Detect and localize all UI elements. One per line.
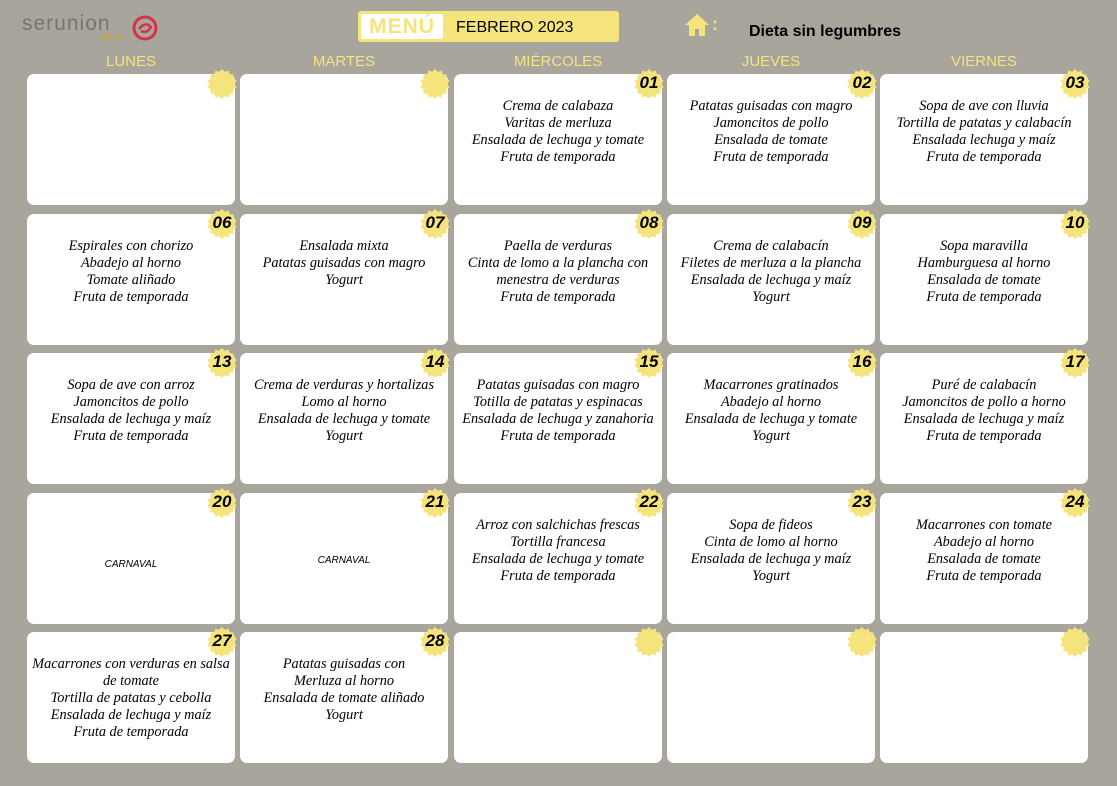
- dish-list: [243, 238, 445, 289]
- dish-item: Ensalada de tomate: [927, 551, 1041, 567]
- day-number: 14: [425, 352, 445, 371]
- day-cell: [240, 74, 448, 205]
- dish-list: [883, 238, 1085, 306]
- dish-item: Tomate aliñado: [86, 272, 176, 288]
- dish-item: Sopa de fideos: [729, 517, 813, 533]
- day-number: 27: [212, 631, 232, 650]
- day-number: 06: [212, 213, 232, 232]
- dish-item: Abadejo al horno: [720, 394, 822, 410]
- dish-list: [457, 517, 659, 585]
- day-badge: [420, 209, 452, 241]
- dish-item: Ensalada de lechuga y tomate: [257, 411, 431, 427]
- dish-item: Ensalada de lechuga y maíz: [690, 551, 852, 567]
- weekday-header: LUNES: [105, 53, 157, 70]
- serunion-logo: [22, 8, 162, 48]
- dish-item: Lomo al horno: [301, 394, 387, 410]
- dish-item: Filetes de merluza a la plancha: [680, 255, 862, 271]
- day-number: 10: [1065, 213, 1085, 232]
- dish-item: Crema de verduras y hortalizas: [253, 377, 435, 393]
- day-cell: [454, 214, 662, 345]
- dish-item: Patatas guisadas con magro: [689, 98, 853, 114]
- dish-item: Ensalada de tomate: [927, 272, 1041, 288]
- dish-list: [30, 656, 232, 741]
- dish-list: [243, 656, 445, 724]
- dish-item: Patatas guisadas con magro: [476, 377, 640, 393]
- menu-month: FEBRERO 2023: [456, 19, 574, 36]
- day-badge: [634, 488, 666, 520]
- dish-item: Hamburguesa al horno: [917, 255, 1051, 271]
- day-badge: [847, 627, 879, 659]
- day-cell: [454, 353, 662, 484]
- day-cell: [27, 493, 235, 624]
- dish-item: Ensalada de lechuga y maíz: [50, 707, 212, 723]
- day-cell: [240, 214, 448, 345]
- dish-item: Jamoncitos de pollo: [73, 394, 189, 410]
- day-cell: [240, 493, 448, 624]
- day-cell: [880, 353, 1088, 484]
- dish-list: [457, 98, 659, 166]
- day-badge: [207, 69, 239, 101]
- dish-item: Espirales con chorizo: [68, 238, 194, 254]
- sun-burst-icon: [420, 69, 450, 99]
- day-cell: [667, 214, 875, 345]
- dish-list: [670, 238, 872, 306]
- day-badge: [634, 69, 666, 101]
- day-cell: [27, 632, 235, 763]
- day-cell: [27, 74, 235, 205]
- day-number: 28: [425, 631, 445, 650]
- day-cell: [667, 74, 875, 205]
- dish-item: Ensalada de lechuga y tomate: [471, 551, 645, 567]
- dish-item: Sopa de ave con arroz: [67, 377, 195, 393]
- dish-list: [670, 98, 872, 166]
- dish-item: Jamoncitos de pollo a horno: [902, 394, 1066, 410]
- dish-item: Merluza al horno: [293, 673, 395, 689]
- dish-item: Yogurt: [752, 289, 790, 305]
- dish-item: Cinta de lomo a la plancha con menestra de verduras: [467, 255, 649, 288]
- day-number: 22: [639, 492, 659, 511]
- weekday-header: MARTES: [312, 53, 376, 70]
- dish-item: Fruta de temporada: [926, 289, 1042, 305]
- day-badge: [1060, 348, 1092, 380]
- dish-list: [670, 377, 872, 445]
- dish-list: [30, 238, 232, 306]
- dish-list: [883, 98, 1085, 166]
- dish-item: Sopa maravilla: [940, 238, 1028, 254]
- dish-item: Ensalada de tomate aliñado: [263, 690, 425, 706]
- sun-burst-icon: [847, 627, 877, 657]
- day-number: 15: [639, 352, 659, 371]
- sun-burst-icon: [207, 69, 237, 99]
- dish-item: Abadejo al horno: [80, 255, 182, 271]
- dish-item: Macarrones con tomate: [915, 517, 1053, 533]
- dish-item: Ensalada de lechuga y zanahoria: [462, 411, 654, 427]
- dish-item: Ensalada lechuga y maíz: [912, 132, 1056, 148]
- day-badge: [420, 69, 452, 101]
- dish-list: [457, 238, 659, 306]
- dish-item: Yogurt: [325, 428, 363, 444]
- dish-item: Macarrones con verduras en salsa de tomate: [32, 656, 230, 689]
- day-cell: [667, 632, 875, 763]
- day-cell: [240, 632, 448, 763]
- day-number: 08: [639, 213, 659, 232]
- day-number: 20: [212, 492, 232, 511]
- dish-item: Sopa de ave con lluvia: [919, 98, 1049, 114]
- day-badge: [847, 209, 879, 241]
- day-cell: [240, 353, 448, 484]
- day-number: 21: [425, 492, 445, 511]
- dish-item: Crema de calabacín: [713, 238, 829, 254]
- day-badge: [420, 348, 452, 380]
- day-cell: [454, 632, 662, 763]
- day-cell: [454, 493, 662, 624]
- holiday-note: CARNAVAL: [104, 559, 158, 570]
- dish-item: Fruta de temporada: [500, 428, 616, 444]
- day-cell: [454, 74, 662, 205]
- dish-item: Tortilla de patatas y cebolla: [50, 690, 212, 706]
- day-badge: [1060, 627, 1092, 659]
- day-badge: [634, 348, 666, 380]
- day-cell: [880, 74, 1088, 205]
- dish-item: Ensalada de tomate: [714, 132, 828, 148]
- dish-item: Patatas guisadas con: [282, 656, 406, 672]
- day-badge: [207, 209, 239, 241]
- dish-list: [30, 377, 232, 445]
- dish-list: [243, 377, 445, 445]
- dish-item: Tortilla francesa: [510, 534, 606, 550]
- dish-item: Cinta de lomo al horno: [704, 534, 838, 550]
- sun-burst-icon: [1060, 627, 1090, 657]
- dish-item: Patatas guisadas con magro: [262, 255, 426, 271]
- day-number: 02: [852, 73, 872, 92]
- home-icon: [684, 12, 710, 38]
- dish-item: Abadejo al horno: [933, 534, 1035, 550]
- dish-item: Fruta de temporada: [500, 568, 616, 584]
- day-badge: [634, 627, 666, 659]
- dish-item: Fruta de temporada: [73, 724, 189, 740]
- day-number: 23: [852, 492, 872, 511]
- day-badge: [634, 209, 666, 241]
- menu-title-box: [358, 11, 619, 42]
- holiday-note: CARNAVAL: [317, 555, 371, 566]
- day-badge: [207, 488, 239, 520]
- dish-item: Crema de calabaza: [502, 98, 614, 114]
- logo-wordmark: serunion: [22, 12, 111, 35]
- logo-subtext: educa: [102, 34, 123, 41]
- day-number: 09: [852, 213, 872, 232]
- day-cell: [667, 353, 875, 484]
- diet-label: Dieta sin legumbres: [749, 23, 902, 40]
- day-badge: [207, 627, 239, 659]
- day-number: 07: [425, 213, 445, 232]
- dish-item: Totilla de patatas y espinacas: [473, 394, 643, 410]
- day-badge: [847, 348, 879, 380]
- dish-item: Paella de verduras: [503, 238, 613, 254]
- day-cell: [667, 493, 875, 624]
- dish-item: Fruta de temporada: [500, 289, 616, 305]
- day-number: 16: [852, 352, 872, 371]
- day-cell: [27, 353, 235, 484]
- day-cell: [27, 214, 235, 345]
- day-badge: [420, 488, 452, 520]
- dish-item: Ensalada de lechuga y tomate: [684, 411, 858, 427]
- dish-item: Arroz con salchichas frescas: [476, 517, 640, 533]
- dish-item: Tortilla de patatas y calabacín: [896, 115, 1072, 131]
- day-badge: [207, 348, 239, 380]
- dish-item: Fruta de temporada: [73, 289, 189, 305]
- dish-item: Fruta de temporada: [926, 568, 1042, 584]
- dish-item: Ensalada de lechuga y maíz: [690, 272, 852, 288]
- dish-list: [670, 517, 872, 585]
- day-number: 03: [1065, 73, 1085, 92]
- dish-list: [457, 377, 659, 445]
- dish-item: Varitas de merluza: [504, 115, 612, 131]
- dish-item: Fruta de temporada: [926, 428, 1042, 444]
- day-badge: [847, 488, 879, 520]
- day-badge: [1060, 69, 1092, 101]
- dish-item: Ensalada de lechuga y maíz: [50, 411, 212, 427]
- day-number: 24: [1065, 492, 1085, 511]
- dish-item: Fruta de temporada: [500, 149, 616, 165]
- dish-item: Ensalada mixta: [299, 238, 389, 254]
- dish-item: Fruta de temporada: [713, 149, 829, 165]
- dish-item: Fruta de temporada: [926, 149, 1042, 165]
- day-badge: [847, 69, 879, 101]
- day-cell: [880, 632, 1088, 763]
- day-number: 17: [1065, 352, 1085, 371]
- dish-item: Ensalada de lechuga y maíz: [903, 411, 1065, 427]
- logo-swirl-icon: [129, 12, 161, 44]
- weekday-header: JUEVES: [741, 53, 801, 70]
- sun-burst-icon: [634, 627, 664, 657]
- dish-item: Fruta de temporada: [73, 428, 189, 444]
- dish-item: Macarrones gratinados: [703, 377, 839, 393]
- day-badge: [420, 627, 452, 659]
- home-colon: :: [712, 14, 718, 34]
- dish-item: Yogurt: [325, 272, 363, 288]
- dish-item: Puré de calabacín: [931, 377, 1037, 393]
- menu-label: MENÚ: [361, 14, 443, 39]
- weekday-header: MIÉRCOLES: [513, 53, 603, 70]
- dish-item: Ensalada de lechuga y tomate: [471, 132, 645, 148]
- day-number: 13: [212, 352, 232, 371]
- dish-item: Yogurt: [752, 568, 790, 584]
- day-badge: [1060, 488, 1092, 520]
- day-badge: [1060, 209, 1092, 241]
- dish-item: Yogurt: [325, 707, 363, 723]
- dish-list: [883, 377, 1085, 445]
- dish-item: Jamoncitos de pollo: [713, 115, 829, 131]
- day-cell: [880, 493, 1088, 624]
- day-cell: [880, 214, 1088, 345]
- dish-list: [883, 517, 1085, 585]
- weekday-header: VIERNES: [951, 53, 1017, 70]
- dish-item: Yogurt: [752, 428, 790, 444]
- day-number: 01: [639, 73, 659, 92]
